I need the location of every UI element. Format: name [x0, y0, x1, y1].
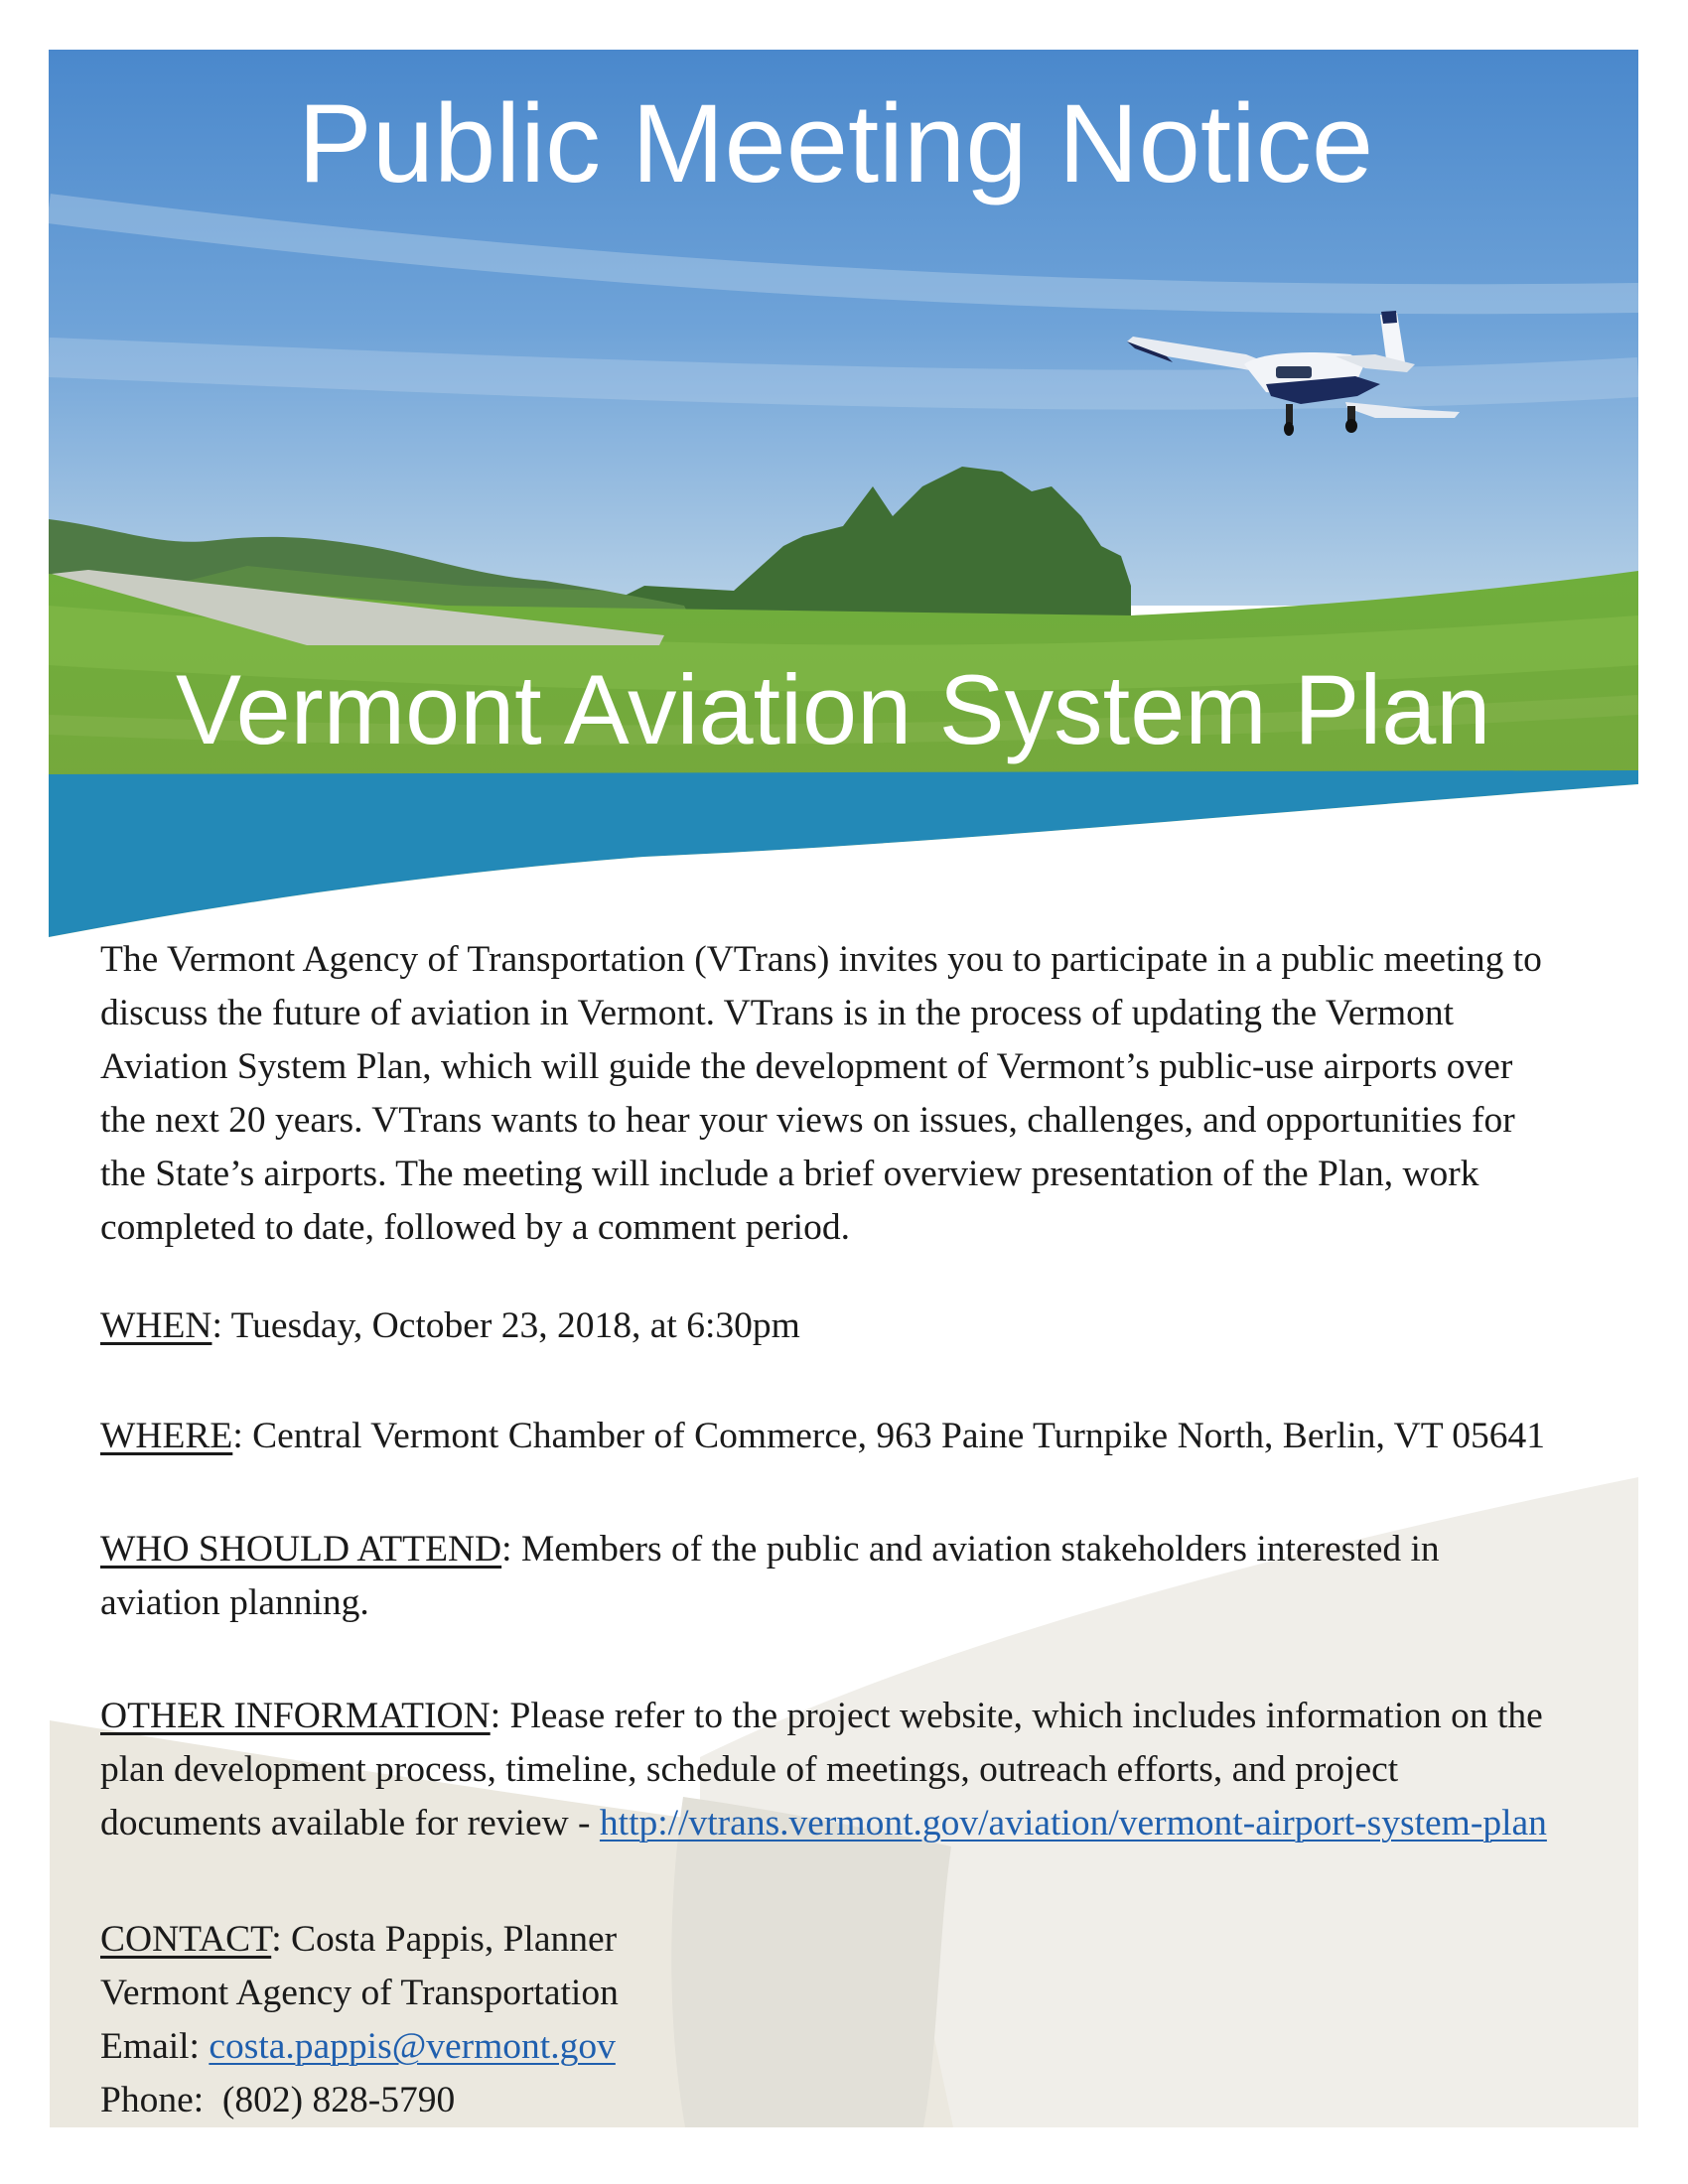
contact-organization: Vermont Agency of Transportation: [100, 1973, 619, 2013]
contact-label: CONTACT: [100, 1919, 272, 1960]
other-value-continued: plan development process, timeline, schedule of meetings, outreach efforts, and project: [100, 1749, 1399, 1790]
intro-line: The Vermont Agency of Transportation (VTrans) invites you to participate in a public meeting to: [100, 939, 1542, 980]
who-section: [100, 1523, 1440, 1630]
contact-name: Costa Pappis, Planner: [291, 1919, 618, 1960]
other-label: OTHER INFORMATION: [100, 1696, 491, 1736]
who-separator: :: [501, 1529, 521, 1570]
page-title: Public Meeting Notice: [298, 81, 1374, 205]
when-section: [100, 1299, 800, 1353]
intro-line: the next 20 years. VTrans wants to hear your views on issues, challenges, and opportunities for: [100, 1100, 1515, 1141]
header-banner: [49, 50, 1638, 943]
where-label: WHERE: [100, 1416, 233, 1456]
other-section: [100, 1690, 1547, 1850]
where-value: Central Vermont Chamber of Commerce, 963 Paine Turnpike North, Berlin, VT 05641: [252, 1416, 1546, 1456]
email-link[interactable]: costa.pappis@vermont.gov: [209, 2026, 616, 2067]
intro-line: completed to date, followed by a comment period.: [100, 1207, 850, 1248]
who-value: Members of the public and aviation stakeholders interested in: [520, 1529, 1440, 1570]
other-separator: :: [490, 1696, 510, 1736]
other-value-prefix: documents available for review -: [100, 1803, 600, 1843]
phone-number: (802) 828-5790: [221, 2080, 456, 2120]
other-value: Please refer to the project website, which includes information on the: [509, 1696, 1543, 1736]
where-separator: :: [232, 1416, 253, 1456]
email-label: Email:: [100, 2026, 210, 2067]
who-value-continued: aviation planning.: [100, 1582, 369, 1623]
contact-separator: :: [271, 1919, 292, 1960]
where-section: [100, 1410, 1545, 1463]
phone-label: Phone:: [100, 2080, 222, 2120]
intro-line: discuss the future of aviation in Vermont. VTrans is in the process of updating the Vermont: [100, 993, 1455, 1033]
intro-line: the State’s airports. The meeting will include a brief overview presentation of the Plan, work: [100, 1154, 1479, 1194]
when-separator: :: [211, 1305, 231, 1346]
intro-paragraph: [100, 933, 1542, 1255]
contact-section: [100, 1913, 619, 2127]
intro-line: Aviation System Plan, which will guide the development of Vermont’s public-use airports over: [100, 1046, 1513, 1087]
when-label: WHEN: [100, 1305, 212, 1346]
when-value: Tuesday, October 23, 2018, at 6:30pm: [230, 1305, 800, 1346]
page-subtitle: Vermont Aviation System Plan: [176, 654, 1491, 764]
project-website-link[interactable]: http://vtrans.vermont.gov/aviation/vermont-airport-system-plan: [599, 1803, 1547, 1843]
who-label: WHO SHOULD ATTEND: [100, 1529, 502, 1570]
